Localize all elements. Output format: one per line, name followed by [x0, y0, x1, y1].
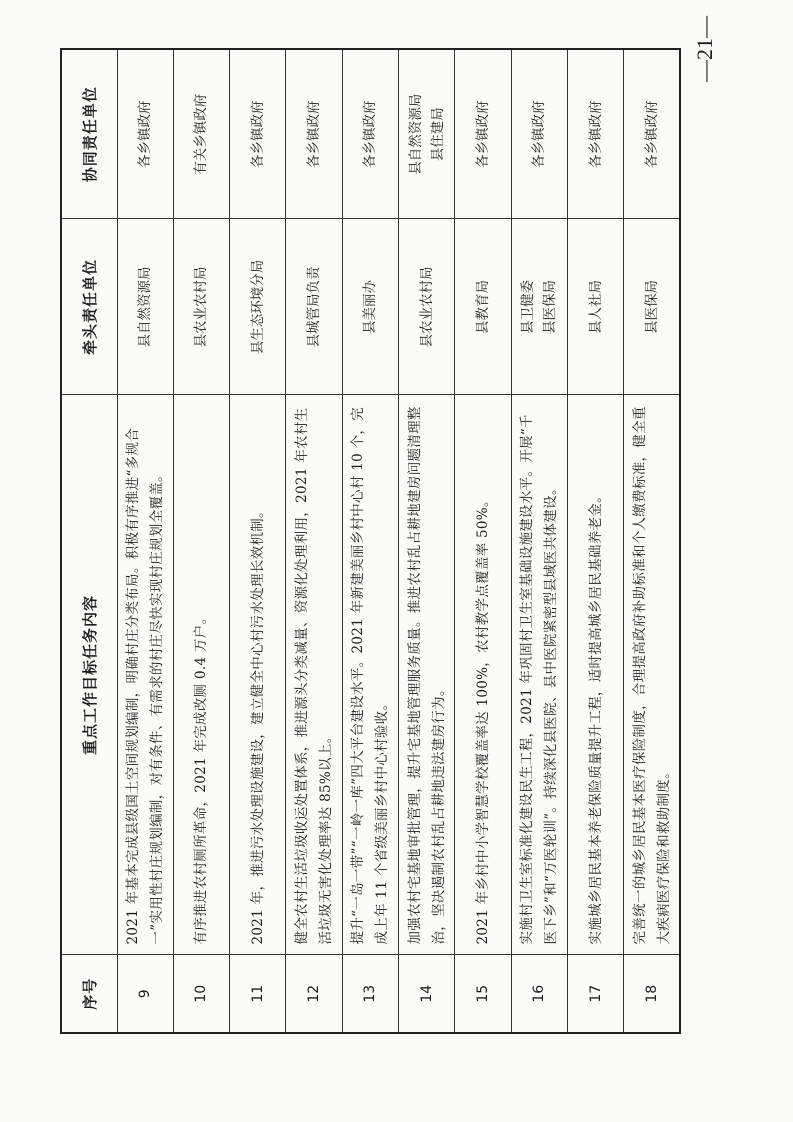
table-header-row	[61, 49, 117, 1033]
row-content: 2021 年，推进污水处理设施建设，建立健全中心村污水处理长效机制。	[230, 395, 286, 955]
page-number: —21—	[692, 16, 717, 82]
header-lead-unit: 牵头责任单位	[61, 219, 117, 395]
row-lead-unit: 县卫健委 县医保局	[511, 219, 567, 395]
row-content: 提升“一岛一带”“一岭一库”四大平台建设水平。2021 年新建美丽乡村中心村 10 个，完成上年 11 个省级美丽乡村中心村验收。	[342, 395, 398, 955]
row-lead-unit: 县自然资源局	[117, 219, 173, 395]
row-lead-unit: 县城管局负责	[286, 219, 342, 395]
row-assist-unit: 各乡镇政府	[511, 49, 567, 219]
row-content: 实施城乡居民基本养老保险质量提升工程，适时提高城乡居民基础养老金。	[567, 395, 623, 955]
row-index: 15	[455, 955, 511, 1033]
row-content: 2021 年乡村中小学智慧学校覆盖率达 100%，农村教学点覆盖率 50%。	[455, 395, 511, 955]
task-table	[60, 48, 681, 1034]
row-lead-unit: 县生态环境分局	[230, 219, 286, 395]
row-index: 9	[117, 955, 173, 1033]
table-row	[624, 49, 680, 1033]
row-content: 健全农村生活垃圾收运处置体系，推进源头分类减量、资源化处理利用，2021 年农村生活垃圾无害化处理率达 85%以上。	[286, 395, 342, 955]
row-assist-unit: 各乡镇政府	[286, 49, 342, 219]
row-index: 17	[567, 955, 623, 1033]
row-index: 10	[173, 955, 229, 1033]
row-content: 2021 年基本完成县级国土空间规划编制，明确村庄分类布局。积极有序推进“多规合一”实用性村庄规划编制，对有条件、有需求的村庄尽快实现村庄规划全覆盖。	[117, 395, 173, 955]
row-lead-unit: 县农业农村局	[173, 219, 229, 395]
table-row	[173, 49, 229, 1033]
row-content: 有序推进农村厕所革命，2021 年完成改厕 0.4 万户。	[173, 395, 229, 955]
row-assist-unit: 有关乡镇政府	[173, 49, 229, 219]
row-assist-unit: 各乡镇政府	[117, 49, 173, 219]
header-assist-unit: 协同责任单位	[61, 49, 117, 219]
row-content: 完善统一的城乡居民基本医疗保险制度，合理提高政府补助标准和个人缴费标准，健全重大疾病医疗保险和救助制度。	[624, 395, 680, 955]
table-row	[455, 49, 511, 1033]
row-content: 实施村卫生室标准化建设民生工程，2021 年巩固村卫生室基础设施建设水平。开展“千医下乡”和“万医轮训”。持续深化县医院、县中医院紧密型县域医共体建设。	[511, 395, 567, 955]
row-lead-unit: 县教育局	[455, 219, 511, 395]
header-content: 重点工作目标任务内容	[61, 395, 117, 955]
row-content: 加强农村宅基地审批管理，提升宅基地管理服务质量。推进农村乱占耕地建房问题清理整治，坚决遏制农村乱占耕地违法建房行为。	[398, 395, 454, 955]
table-row	[398, 49, 454, 1033]
table-row	[567, 49, 623, 1033]
table-body	[117, 49, 680, 1033]
row-lead-unit: 县农业农村局	[398, 219, 454, 395]
row-lead-unit: 县医保局	[624, 219, 680, 395]
row-index: 13	[342, 955, 398, 1033]
row-assist-unit: 各乡镇政府	[567, 49, 623, 219]
row-index: 11	[230, 955, 286, 1033]
table-row	[511, 49, 567, 1033]
table-row	[286, 49, 342, 1033]
row-assist-unit: 各乡镇政府	[624, 49, 680, 219]
row-assist-unit: 各乡镇政府	[455, 49, 511, 219]
row-index: 14	[398, 955, 454, 1033]
row-index: 16	[511, 955, 567, 1033]
row-assist-unit: 各乡镇政府	[342, 49, 398, 219]
row-index: 12	[286, 955, 342, 1033]
row-index: 18	[624, 955, 680, 1033]
table-row	[230, 49, 286, 1033]
row-lead-unit: 县美丽办	[342, 219, 398, 395]
header-index: 序号	[61, 955, 117, 1033]
row-lead-unit: 县人社局	[567, 219, 623, 395]
table-row	[342, 49, 398, 1033]
row-assist-unit: 县自然资源局 县住建局	[398, 49, 454, 219]
table-row	[117, 49, 173, 1033]
row-assist-unit: 各乡镇政府	[230, 49, 286, 219]
